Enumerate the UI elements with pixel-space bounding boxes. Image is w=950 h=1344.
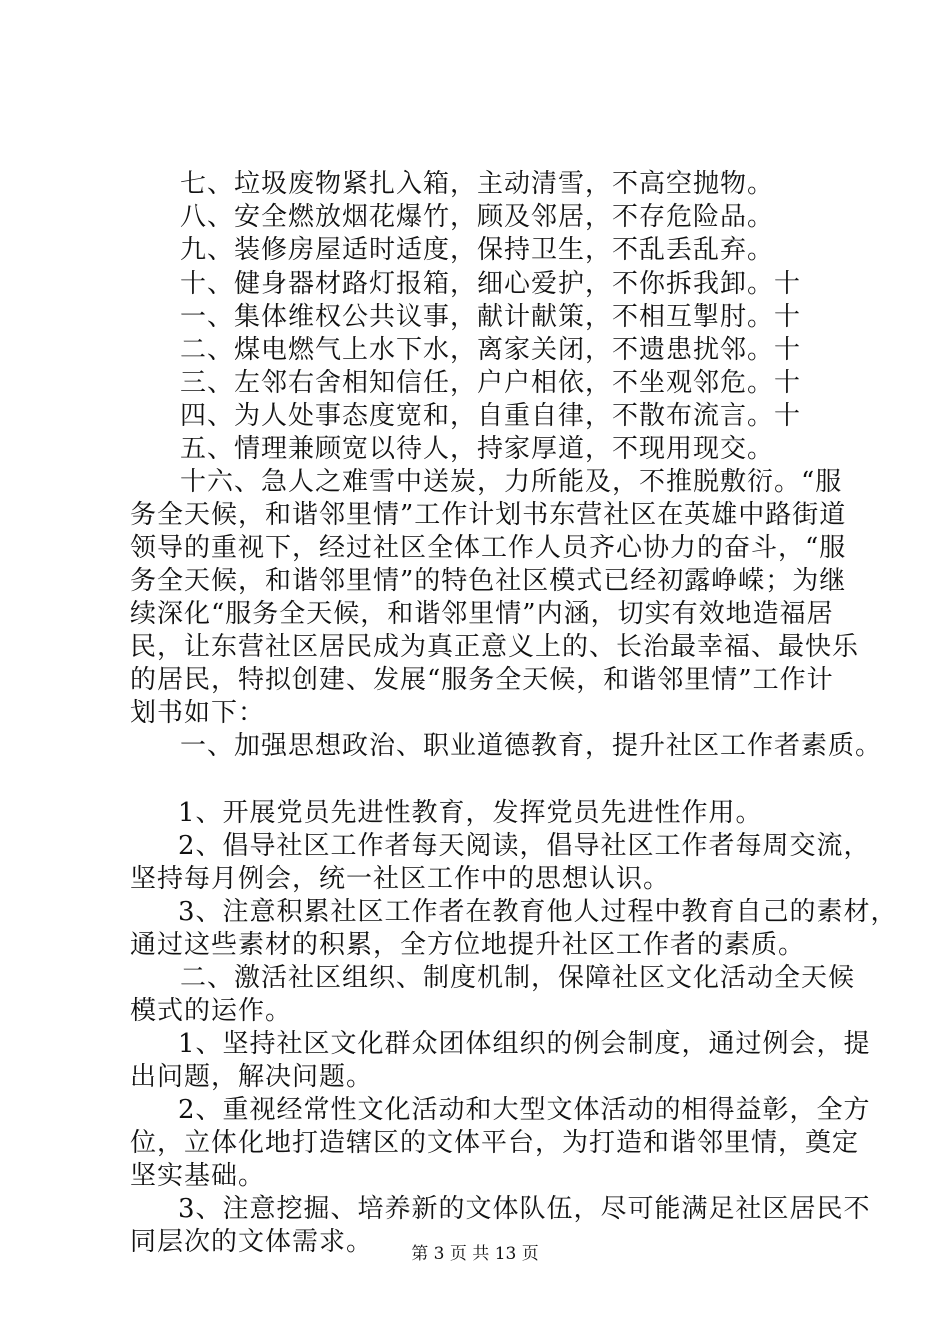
text-line: 三、左邻右舍相知信任，户户相依，不坐观邻危。十 xyxy=(180,368,802,398)
text-line: 2、重视经常性文化活动和大型文体活动的相得益彰，全方 xyxy=(178,1095,871,1125)
text-line: 七、垃圾废物紧扎入箱，主动清雪，不高空抛物。 xyxy=(180,169,775,199)
text-line: 续深化“服务全天候，和谐邻里情”内涵，切实有效地造福居 xyxy=(130,599,834,629)
text-line: 民，让东营社区居民成为真正意义上的、长治最幸福、最快乐 xyxy=(130,632,860,662)
text-line: 出问题，解决问题。 xyxy=(130,1062,374,1092)
text-line: 务全天候，和谐邻里情”工作计划书东营社区在英雄中路街道 xyxy=(130,500,847,530)
text-line: 1、开展党员先进性教育，发挥党员先进性作用。 xyxy=(178,798,763,828)
section-heading: 一、加强思想政治、职业道德教育，提升社区工作者素质。 xyxy=(180,731,883,761)
text-line: 3、注意积累社区工作者在教育他人过程中教育自己的素材， xyxy=(178,897,898,927)
text-line: 通过这些素材的积累，全方位地提升社区工作者的素质。 xyxy=(130,930,806,960)
text-line: 模式的运作。 xyxy=(130,996,293,1026)
text-line: 的居民，特拟创建、发展“服务全天候，和谐邻里情”工作计 xyxy=(130,665,834,695)
text-line: 同层次的文体需求。 xyxy=(130,1227,374,1257)
text-line: 九、装修房屋适时适度，保持卫生，不乱丢乱弃。 xyxy=(180,235,775,265)
text-line: 八、安全燃放烟花爆竹，顾及邻居，不存危险品。 xyxy=(180,202,775,232)
text-line: 3、注意挖掘、培养新的文体队伍，尽可能满足社区居民不 xyxy=(178,1194,871,1224)
text-line: 2、倡导社区工作者每天阅读，倡导社区工作者每周交流， xyxy=(178,831,871,861)
text-line: 一、集体维权公共议事，献计献策，不相互掣肘。十 xyxy=(180,302,802,332)
text-line: 二、煤电燃气上水下水，离家关闭，不遗患扰邻。十 xyxy=(180,335,802,365)
text-line: 坚持每月例会，统一社区工作中的思想认识。 xyxy=(130,864,671,894)
text-line: 划书如下： xyxy=(130,698,266,728)
text-line: 十、健身器材路灯报箱，细心爱护，不你拆我卸。十 xyxy=(180,269,802,299)
text-line: 坚实基础。 xyxy=(130,1161,266,1191)
text-line: 五、情理兼顾宽以待人，持家厚道，不现用现交。 xyxy=(180,434,775,464)
page-footer: 第 3 页 共 13 页 xyxy=(411,1244,539,1264)
text-line: 十六、急人之难雪中送炭，力所能及，不推脱敷衍。“服 xyxy=(180,467,843,497)
text-line: 位，立体化地打造辖区的文体平台，为打造和谐邻里情，奠定 xyxy=(130,1128,860,1158)
text-line: 1、坚持社区文化群众团体组织的例会制度，通过例会，提 xyxy=(178,1029,871,1059)
text-line: 领导的重视下，经过社区全体工作人员齐心协力的奋斗，“服 xyxy=(130,533,847,563)
text-line: 务全天候，和谐邻里情”的特色社区模式已经初露峥嵘；为继 xyxy=(130,566,847,596)
text-line: 四、为人处事态度宽和，自重自律，不散布流言。十 xyxy=(180,401,802,431)
section-heading: 二、激活社区组织、制度机制，保障社区文化活动全天候 xyxy=(180,963,856,993)
